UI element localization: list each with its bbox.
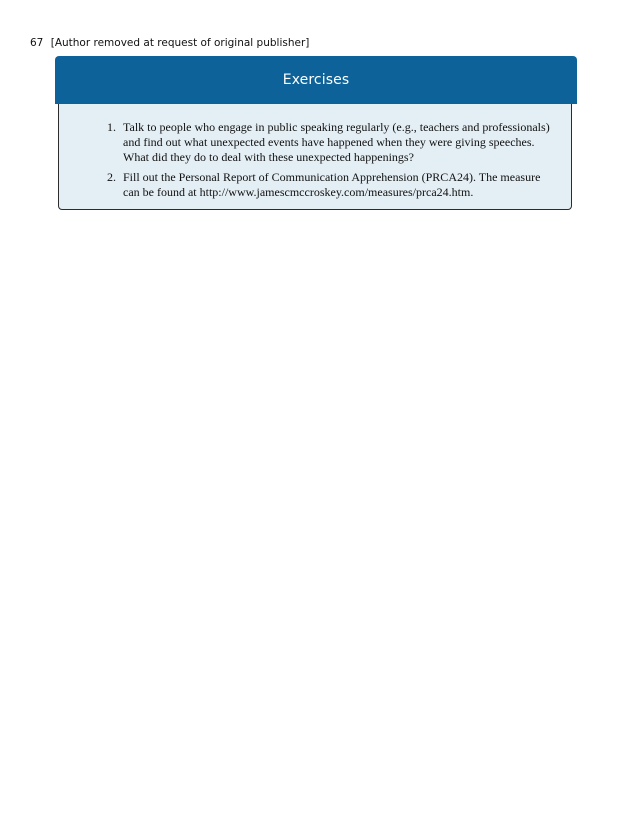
exercise-text: Talk to people who engage in public speaking regularly (e.g., teachers and professionals) and find out what unexpected events have happened when they were giving speeches. What did they do to deal with these unexpected happenings? [123,120,550,164]
exercises-banner [55,56,577,104]
exercise-list [107,120,559,205]
exercise-number: 1. [107,120,116,134]
running-header [30,37,309,49]
exercise-item [107,120,559,165]
page-number: 67 [30,37,44,49]
exercises-title: Exercises [282,72,350,88]
exercise-item [107,170,559,200]
exercise-number: 2. [107,170,116,184]
header-text: [Author removed at request of original publisher] [50,37,310,49]
exercises-box [58,60,572,210]
exercise-text: Fill out the Personal Report of Communication Apprehension (PRCA24). The measure can be found at http://www.jamescmccroskey.com/measures/prca24.htm. [123,170,541,199]
